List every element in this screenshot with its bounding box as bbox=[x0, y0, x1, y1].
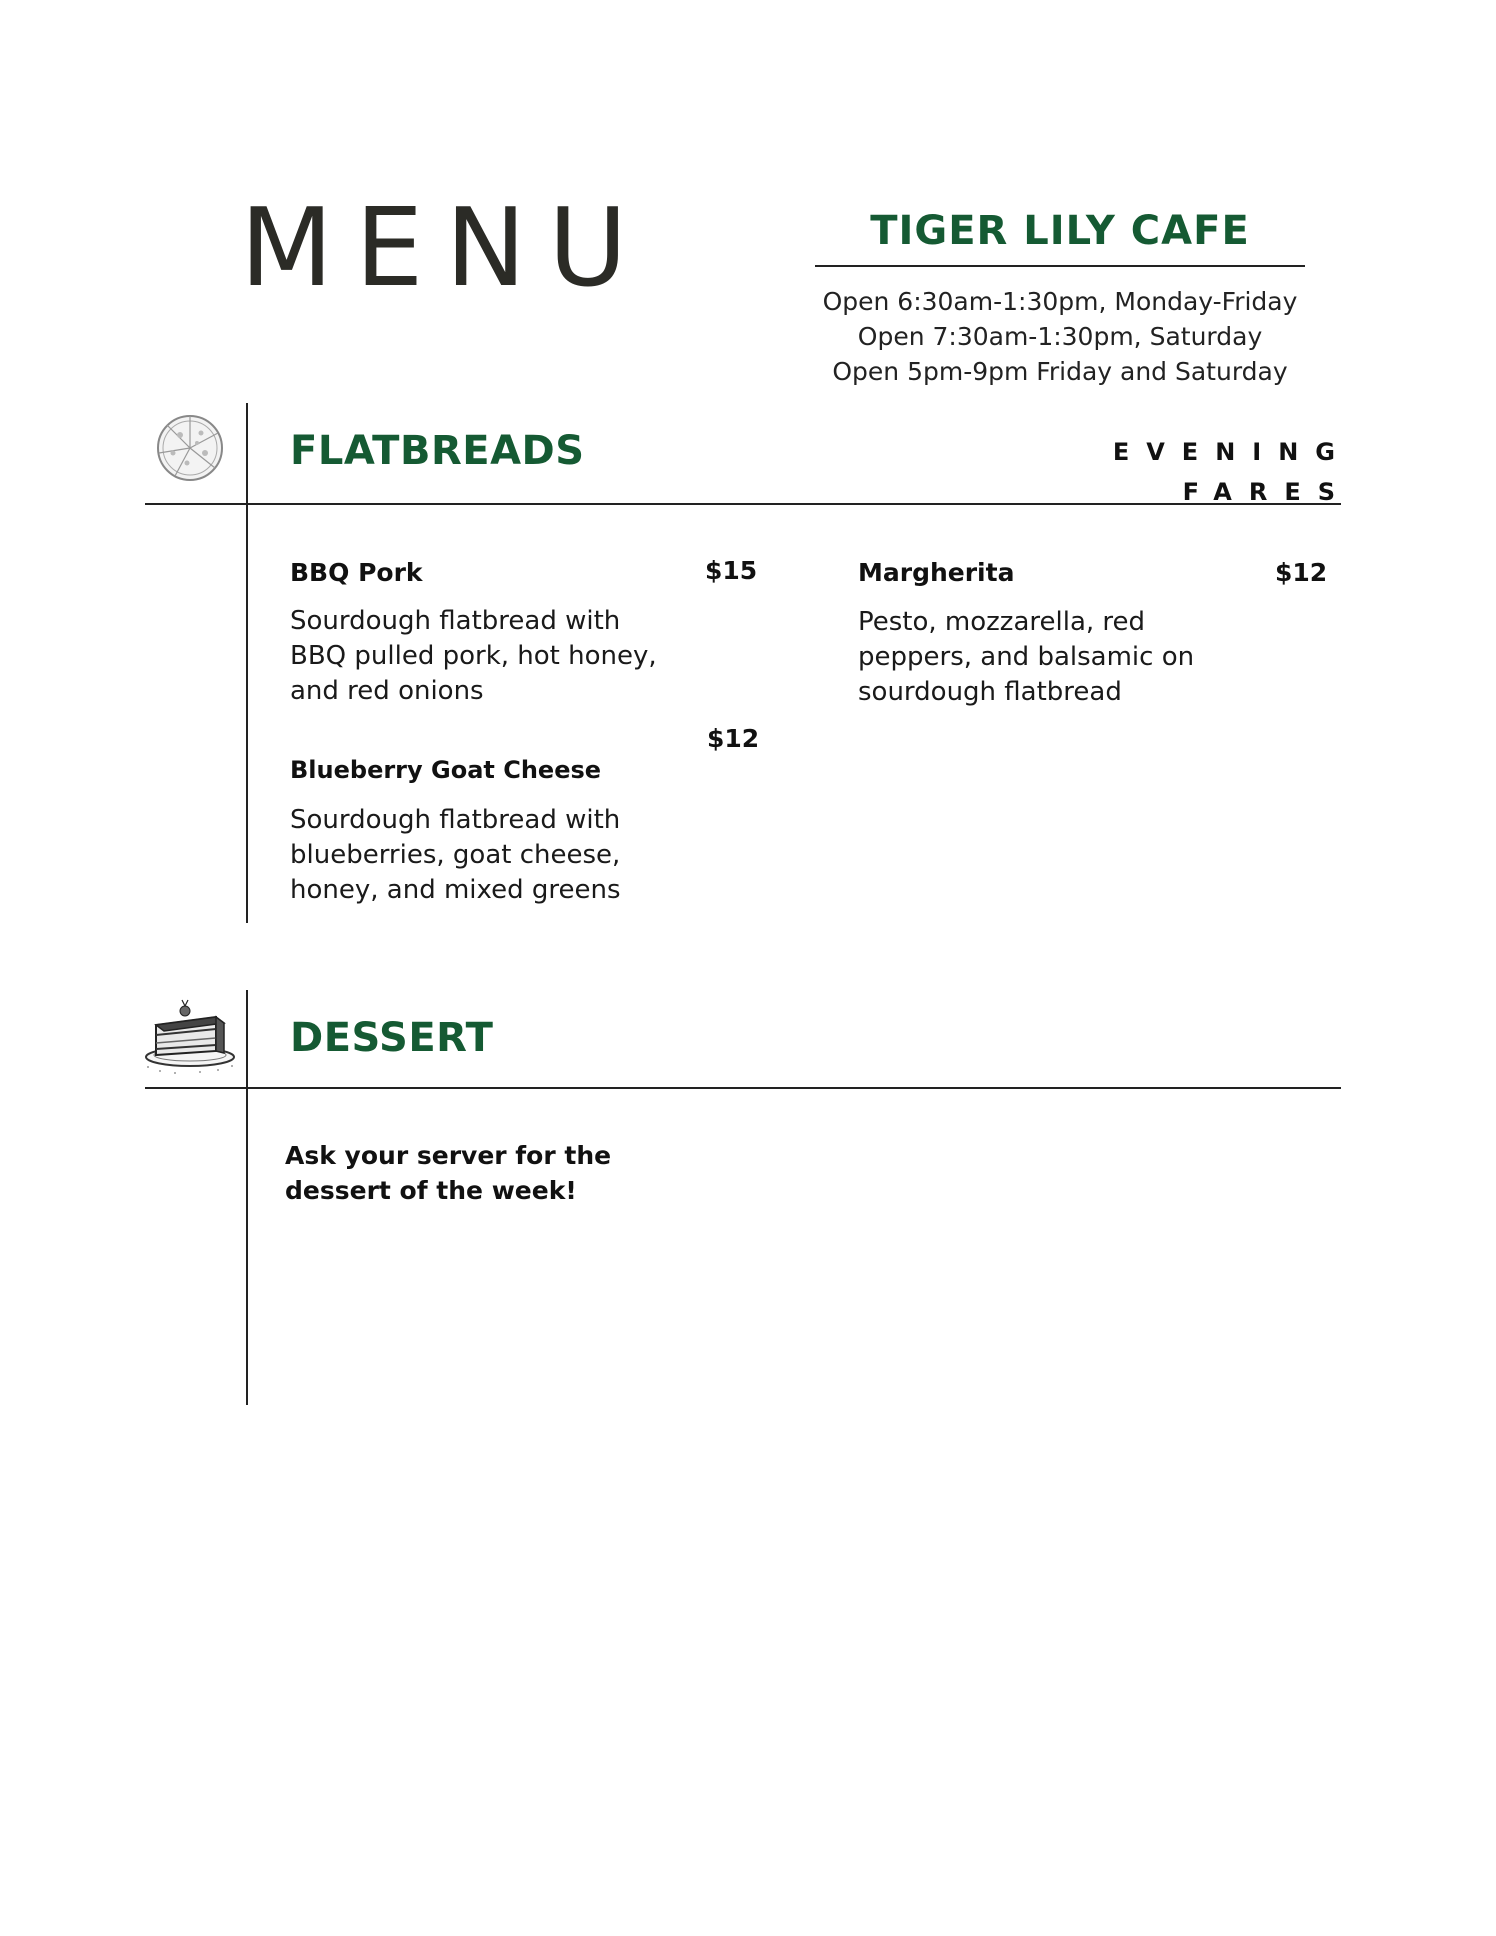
menu-item-description: Pesto, mozzarella, red peppers, and balsamic on sourdough flatbread bbox=[858, 607, 1195, 707]
menu-item-price: $15 bbox=[705, 556, 758, 585]
evening-fares-line: EVENING bbox=[1112, 438, 1352, 466]
flatbreads-heading: FLATBREADS bbox=[290, 428, 585, 474]
menu-item-name: Margherita bbox=[858, 558, 1015, 587]
menu-item-description: Sourdough flatbread with blueberries, goat cheese, honey, and mixed greens bbox=[290, 805, 621, 905]
menu-item-price: $12 bbox=[707, 724, 760, 753]
dessert-heading: DESSERT bbox=[290, 1015, 494, 1061]
dessert-vertical-rule bbox=[246, 990, 248, 1405]
menu-item-name: Blueberry Goat Cheese bbox=[290, 756, 602, 784]
flatbreads-vertical-rule bbox=[246, 403, 248, 923]
menu-item-price: $12 bbox=[1275, 558, 1328, 587]
menu-item-name: BBQ Pork bbox=[290, 558, 423, 587]
cafe-name: TIGER LILY CAFE bbox=[870, 208, 1250, 254]
pizza-icon bbox=[155, 413, 225, 483]
hours-line: Open 6:30am-1:30pm, Monday-Friday bbox=[822, 287, 1298, 316]
dessert-divider bbox=[145, 1087, 1341, 1089]
opening-hours bbox=[800, 284, 1320, 389]
cafe-name-divider bbox=[815, 265, 1305, 267]
evening-fares-tag bbox=[1080, 432, 1352, 512]
dessert-note: Ask your server for the dessert of the week! bbox=[285, 1141, 612, 1205]
menu-item-description: Sourdough flatbread with BBQ pulled pork, hot honey, and red onions bbox=[290, 606, 657, 706]
hours-line: Open 7:30am-1:30pm, Saturday bbox=[857, 322, 1263, 351]
page-title: MENU bbox=[240, 186, 650, 311]
cake-slice-icon bbox=[140, 995, 240, 1080]
evening-fares-line: FARES bbox=[1182, 478, 1352, 506]
hours-line: Open 5pm-9pm Friday and Saturday bbox=[832, 357, 1288, 386]
